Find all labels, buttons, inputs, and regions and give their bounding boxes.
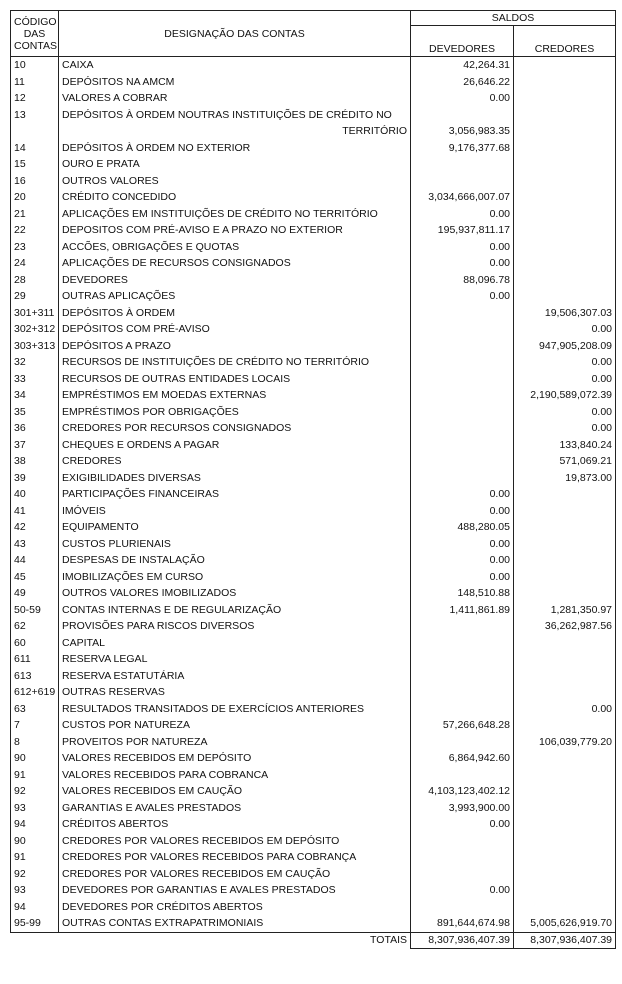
balance-credor (514, 866, 616, 883)
account-code: 42 (11, 519, 59, 536)
account-name: TERRITÓRIO (59, 123, 411, 140)
balance-devedor (411, 156, 514, 173)
table-row (11, 123, 616, 140)
balance-credor (514, 800, 616, 817)
account-name: DEPÓSITOS À ORDEM NO EXTERIOR (59, 140, 411, 157)
balance-credor (514, 486, 616, 503)
balance-credor: 1,281,350.97 (514, 602, 616, 619)
accounts-table (10, 10, 616, 949)
table-row (11, 602, 616, 619)
account-name: OUTROS VALORES (59, 173, 411, 190)
balance-credor (514, 684, 616, 701)
table-row (11, 684, 616, 701)
account-name: OUTROS VALORES IMOBILIZADOS (59, 585, 411, 602)
balance-sheet (10, 10, 615, 949)
balance-credor (514, 882, 616, 899)
account-name: CAPITAL (59, 635, 411, 652)
balance-devedor (411, 107, 514, 124)
account-code: 28 (11, 272, 59, 289)
account-code: 93 (11, 882, 59, 899)
balance-credor (514, 272, 616, 289)
balance-devedor (411, 734, 514, 751)
balance-devedor (411, 354, 514, 371)
account-code: 38 (11, 453, 59, 470)
account-code: 23 (11, 239, 59, 256)
table-row (11, 288, 616, 305)
balance-credor (514, 123, 616, 140)
account-name: VALORES RECEBIDOS PARA COBRANCA (59, 767, 411, 784)
table-row (11, 569, 616, 586)
account-code: 14 (11, 140, 59, 157)
balance-credor (514, 173, 616, 190)
balance-devedor: 0.00 (411, 816, 514, 833)
account-name: RECURSOS DE OUTRAS ENTIDADES LOCAIS (59, 371, 411, 388)
account-name: APLICAÇÕES EM INSTITUIÇÕES DE CRÉDITO NO TERRITÓRIO (59, 206, 411, 223)
balance-devedor (411, 899, 514, 916)
account-code: 50-59 (11, 602, 59, 619)
balance-devedor: 3,034,666,007.07 (411, 189, 514, 206)
account-code: 613 (11, 668, 59, 685)
account-name: CAIXA (59, 57, 411, 74)
table-row (11, 338, 616, 355)
balance-devedor (411, 387, 514, 404)
account-code: 611 (11, 651, 59, 668)
account-name: DEPOSITOS COM PRÉ-AVISO E A PRAZO NO EXTERIOR (59, 222, 411, 239)
balance-credor: 133,840.24 (514, 437, 616, 454)
account-code: 301+311 (11, 305, 59, 322)
balance-credor: 5,005,626,919.70 (514, 915, 616, 932)
table-row (11, 470, 616, 487)
account-name: DEPÓSITOS À ORDEM NOUTRAS INSTITUIÇÕES DE CRÉDITO NO (59, 107, 411, 124)
table-row (11, 668, 616, 685)
account-code: 20 (11, 189, 59, 206)
account-name: VALORES RECEBIDOS EM CAUÇÃO (59, 783, 411, 800)
balance-credor (514, 140, 616, 157)
table-row (11, 536, 616, 553)
balance-devedor: 88,096.78 (411, 272, 514, 289)
balance-credor: 0.00 (514, 701, 616, 718)
account-code: 15 (11, 156, 59, 173)
account-name: CREDORES POR VALORES RECEBIDOS PARA COBRANÇA (59, 849, 411, 866)
balance-devedor: 4,103,123,402.12 (411, 783, 514, 800)
account-code: 92 (11, 783, 59, 800)
balance-credor: 0.00 (514, 420, 616, 437)
table-header (11, 11, 616, 57)
balance-credor: 0.00 (514, 404, 616, 421)
balance-credor (514, 189, 616, 206)
balance-devedor (411, 701, 514, 718)
table-row (11, 866, 616, 883)
balance-devedor: 6,864,942.60 (411, 750, 514, 767)
account-name: RESULTADOS TRANSITADOS DE EXERCÍCIOS ANTERIORES (59, 701, 411, 718)
account-code: 21 (11, 206, 59, 223)
account-name: DEVEDORES (59, 272, 411, 289)
account-name: EMPRÉSTIMOS EM MOEDAS EXTERNAS (59, 387, 411, 404)
account-name: OUTRAS CONTAS EXTRAPATRIMONIAIS (59, 915, 411, 932)
table-row (11, 189, 616, 206)
table-row (11, 90, 616, 107)
balance-devedor: 195,937,811.17 (411, 222, 514, 239)
balance-devedor (411, 338, 514, 355)
table-row (11, 222, 616, 239)
account-name: EXIGIBILIDADES DIVERSAS (59, 470, 411, 487)
balance-devedor (411, 849, 514, 866)
account-code: 62 (11, 618, 59, 635)
account-name: PROVISÕES PARA RISCOS DIVERSOS (59, 618, 411, 635)
balance-credor: 2,190,589,072.39 (514, 387, 616, 404)
account-code: 40 (11, 486, 59, 503)
account-code: 39 (11, 470, 59, 487)
account-code: 8 (11, 734, 59, 751)
balance-devedor (411, 866, 514, 883)
account-code: 45 (11, 569, 59, 586)
table-row (11, 585, 616, 602)
balance-credor: 19,873.00 (514, 470, 616, 487)
balance-devedor (411, 635, 514, 652)
account-code: 91 (11, 849, 59, 866)
account-name: EQUIPAMENTO (59, 519, 411, 536)
balance-devedor (411, 404, 514, 421)
account-code: 91 (11, 767, 59, 784)
balance-devedor (411, 453, 514, 470)
account-name: PARTICIPAÇÕES FINANCEIRAS (59, 486, 411, 503)
balance-credor (514, 899, 616, 916)
account-code: 33 (11, 371, 59, 388)
table-row (11, 437, 616, 454)
balance-devedor: 0.00 (411, 90, 514, 107)
table-row (11, 206, 616, 223)
account-name: OURO E PRATA (59, 156, 411, 173)
account-name: CREDORES (59, 453, 411, 470)
table-row (11, 734, 616, 751)
table-row (11, 651, 616, 668)
balance-credor (514, 783, 616, 800)
account-name: ACCÕES, OBRIGAÇÕES E QUOTAS (59, 239, 411, 256)
account-name: RECURSOS DE INSTITUIÇÕES DE CRÉDITO NO TERRITÓRIO (59, 354, 411, 371)
account-name: CRÉDITOS ABERTOS (59, 816, 411, 833)
header-credores: CREDORES (514, 26, 616, 57)
account-code: 32 (11, 354, 59, 371)
table-footer (11, 932, 616, 948)
account-code: 303+313 (11, 338, 59, 355)
table-row (11, 272, 616, 289)
balance-credor (514, 651, 616, 668)
table-row (11, 915, 616, 932)
balance-credor (514, 90, 616, 107)
balance-devedor: 891,644,674.98 (411, 915, 514, 932)
account-name: APLICAÇÕES DE RECURSOS CONSIGNADOS (59, 255, 411, 272)
account-code: 12 (11, 90, 59, 107)
account-name: CREDORES POR VALORES RECEBIDOS EM DEPÓSITO (59, 833, 411, 850)
balance-devedor: 9,176,377.68 (411, 140, 514, 157)
account-name: DEPÓSITOS COM PRÉ-AVISO (59, 321, 411, 338)
table-row (11, 899, 616, 916)
header-code-line-3: CONTAS (14, 39, 57, 52)
balance-devedor: 0.00 (411, 552, 514, 569)
table-row (11, 816, 616, 833)
balance-devedor: 0.00 (411, 206, 514, 223)
balance-credor (514, 519, 616, 536)
account-name: CRÉDITO CONCEDIDO (59, 189, 411, 206)
account-code: 94 (11, 899, 59, 916)
table-row (11, 140, 616, 157)
balance-credor: 106,039,779.20 (514, 734, 616, 751)
table-row (11, 486, 616, 503)
balance-credor: 0.00 (514, 371, 616, 388)
balance-devedor: 26,646.22 (411, 74, 514, 91)
balance-devedor: 0.00 (411, 486, 514, 503)
balance-credor (514, 750, 616, 767)
account-name: CUSTOS PLURIENAIS (59, 536, 411, 553)
header-saldos: SALDOS (411, 11, 616, 26)
account-code: 11 (11, 74, 59, 91)
table-row (11, 783, 616, 800)
balance-credor (514, 107, 616, 124)
account-code: 302+312 (11, 321, 59, 338)
account-name: IMÓVEIS (59, 503, 411, 520)
table-row (11, 321, 616, 338)
account-code: 90 (11, 750, 59, 767)
account-code: 94 (11, 816, 59, 833)
table-row (11, 371, 616, 388)
account-name: CUSTOS POR NATUREZA (59, 717, 411, 734)
header-code (11, 11, 59, 57)
balance-devedor: 0.00 (411, 239, 514, 256)
balance-devedor: 3,993,900.00 (411, 800, 514, 817)
table-row (11, 74, 616, 91)
balance-devedor (411, 684, 514, 701)
balance-credor (514, 503, 616, 520)
table-row (11, 701, 616, 718)
balance-credor (514, 536, 616, 553)
balance-credor: 947,905,208.09 (514, 338, 616, 355)
balance-credor: 19,506,307.03 (514, 305, 616, 322)
table-row (11, 849, 616, 866)
balance-credor (514, 74, 616, 91)
balance-credor (514, 255, 616, 272)
account-code: 93 (11, 800, 59, 817)
balance-devedor: 0.00 (411, 882, 514, 899)
table-row (11, 635, 616, 652)
balance-credor (514, 849, 616, 866)
account-code: 34 (11, 387, 59, 404)
account-name: EMPRÉSTIMOS POR OBRIGAÇÕES (59, 404, 411, 421)
account-code: 36 (11, 420, 59, 437)
account-name: GARANTIAS E AVALES PRESTADOS (59, 800, 411, 817)
balance-devedor: 488,280.05 (411, 519, 514, 536)
totals-devedores: 8,307,936,407.39 (411, 932, 514, 948)
balance-credor (514, 767, 616, 784)
table-row (11, 255, 616, 272)
balance-devedor (411, 321, 514, 338)
table-row (11, 519, 616, 536)
header-devedores: DEVEDORES (411, 26, 514, 57)
balance-devedor: 0.00 (411, 255, 514, 272)
account-code: 43 (11, 536, 59, 553)
balance-devedor: 0.00 (411, 569, 514, 586)
account-code: 49 (11, 585, 59, 602)
balance-devedor: 57,266,648.28 (411, 717, 514, 734)
balance-devedor: 0.00 (411, 503, 514, 520)
table-row (11, 57, 616, 74)
account-code: 44 (11, 552, 59, 569)
account-name: OUTRAS RESERVAS (59, 684, 411, 701)
balance-credor (514, 833, 616, 850)
balance-credor (514, 585, 616, 602)
balance-credor (514, 206, 616, 223)
balance-devedor (411, 668, 514, 685)
account-name: DEPÓSITOS NA AMCM (59, 74, 411, 91)
balance-devedor (411, 618, 514, 635)
account-code: 612+619 (11, 684, 59, 701)
balance-credor: 0.00 (514, 354, 616, 371)
balance-credor (514, 816, 616, 833)
account-name: DEVEDORES POR CRÉDITOS ABERTOS (59, 899, 411, 916)
account-code (11, 123, 59, 140)
balance-credor (514, 717, 616, 734)
balance-devedor (411, 470, 514, 487)
account-name: CREDORES POR RECURSOS CONSIGNADOS (59, 420, 411, 437)
balance-credor: 36,262,987.56 (514, 618, 616, 635)
account-code: 90 (11, 833, 59, 850)
table-row (11, 173, 616, 190)
table-row (11, 453, 616, 470)
table-row (11, 882, 616, 899)
account-code: 16 (11, 173, 59, 190)
account-name: CONTAS INTERNAS E DE REGULARIZAÇÃO (59, 602, 411, 619)
account-code: 63 (11, 701, 59, 718)
account-name: CHEQUES E ORDENS A PAGAR (59, 437, 411, 454)
account-code: 13 (11, 107, 59, 124)
table-row (11, 750, 616, 767)
header-code-line-2: DAS (23, 27, 46, 40)
table-row (11, 618, 616, 635)
account-code: 60 (11, 635, 59, 652)
balance-credor (514, 552, 616, 569)
table-row (11, 387, 616, 404)
table-row (11, 552, 616, 569)
balance-devedor: 42,264.31 (411, 57, 514, 74)
balance-devedor (411, 651, 514, 668)
balance-credor (514, 288, 616, 305)
account-name: OUTRAS APLICAÇÕES (59, 288, 411, 305)
table-row (11, 107, 616, 124)
table-row (11, 239, 616, 256)
balance-devedor (411, 420, 514, 437)
header-code-line-1: CÓDIGO (14, 15, 57, 28)
account-name: RESERVA ESTATUTÁRIA (59, 668, 411, 685)
account-name: CREDORES POR VALORES RECEBIDOS EM CAUÇÃO (59, 866, 411, 883)
account-name: PROVEITOS POR NATUREZA (59, 734, 411, 751)
balance-credor (514, 156, 616, 173)
table-row (11, 717, 616, 734)
account-name: DESPESAS DE INSTALAÇÃO (59, 552, 411, 569)
balance-devedor: 0.00 (411, 288, 514, 305)
table-row (11, 420, 616, 437)
account-name: DEPÓSITOS A PRAZO (59, 338, 411, 355)
balance-devedor (411, 437, 514, 454)
account-name: VALORES A COBRAR (59, 90, 411, 107)
account-name: VALORES RECEBIDOS EM DEPÓSITO (59, 750, 411, 767)
table-row (11, 305, 616, 322)
account-name: IMOBILIZAÇÕES EM CURSO (59, 569, 411, 586)
balance-credor: 0.00 (514, 321, 616, 338)
table-row (11, 354, 616, 371)
header-designation: DESIGNAÇÃO DAS CONTAS (59, 11, 411, 57)
account-code: 22 (11, 222, 59, 239)
account-code: 37 (11, 437, 59, 454)
account-code: 41 (11, 503, 59, 520)
table-body (11, 57, 616, 933)
account-code: 24 (11, 255, 59, 272)
balance-devedor (411, 305, 514, 322)
balance-credor: 571,069.21 (514, 453, 616, 470)
balance-devedor (411, 833, 514, 850)
table-row (11, 767, 616, 784)
account-code: 10 (11, 57, 59, 74)
balance-devedor (411, 767, 514, 784)
table-row (11, 156, 616, 173)
totals-label: TOTAIS (11, 932, 411, 948)
balance-credor (514, 222, 616, 239)
table-row (11, 800, 616, 817)
account-code: 95-99 (11, 915, 59, 932)
table-row (11, 404, 616, 421)
table-row (11, 833, 616, 850)
account-code: 29 (11, 288, 59, 305)
balance-credor (514, 239, 616, 256)
account-name: RESERVA LEGAL (59, 651, 411, 668)
balance-devedor (411, 173, 514, 190)
balance-credor (514, 569, 616, 586)
table-row (11, 503, 616, 520)
balance-credor (514, 57, 616, 74)
balance-devedor: 3,056,983.35 (411, 123, 514, 140)
balance-devedor: 1,411,861.89 (411, 602, 514, 619)
account-code: 92 (11, 866, 59, 883)
account-name: DEPÓSITOS À ORDEM (59, 305, 411, 322)
balance-devedor (411, 371, 514, 388)
account-name: DEVEDORES POR GARANTIAS E AVALES PRESTADOS (59, 882, 411, 899)
account-code: 35 (11, 404, 59, 421)
balance-devedor: 148,510.88 (411, 585, 514, 602)
totals-credores: 8,307,936,407.39 (514, 932, 616, 948)
balance-credor (514, 668, 616, 685)
account-code: 7 (11, 717, 59, 734)
balance-devedor: 0.00 (411, 536, 514, 553)
balance-credor (514, 635, 616, 652)
